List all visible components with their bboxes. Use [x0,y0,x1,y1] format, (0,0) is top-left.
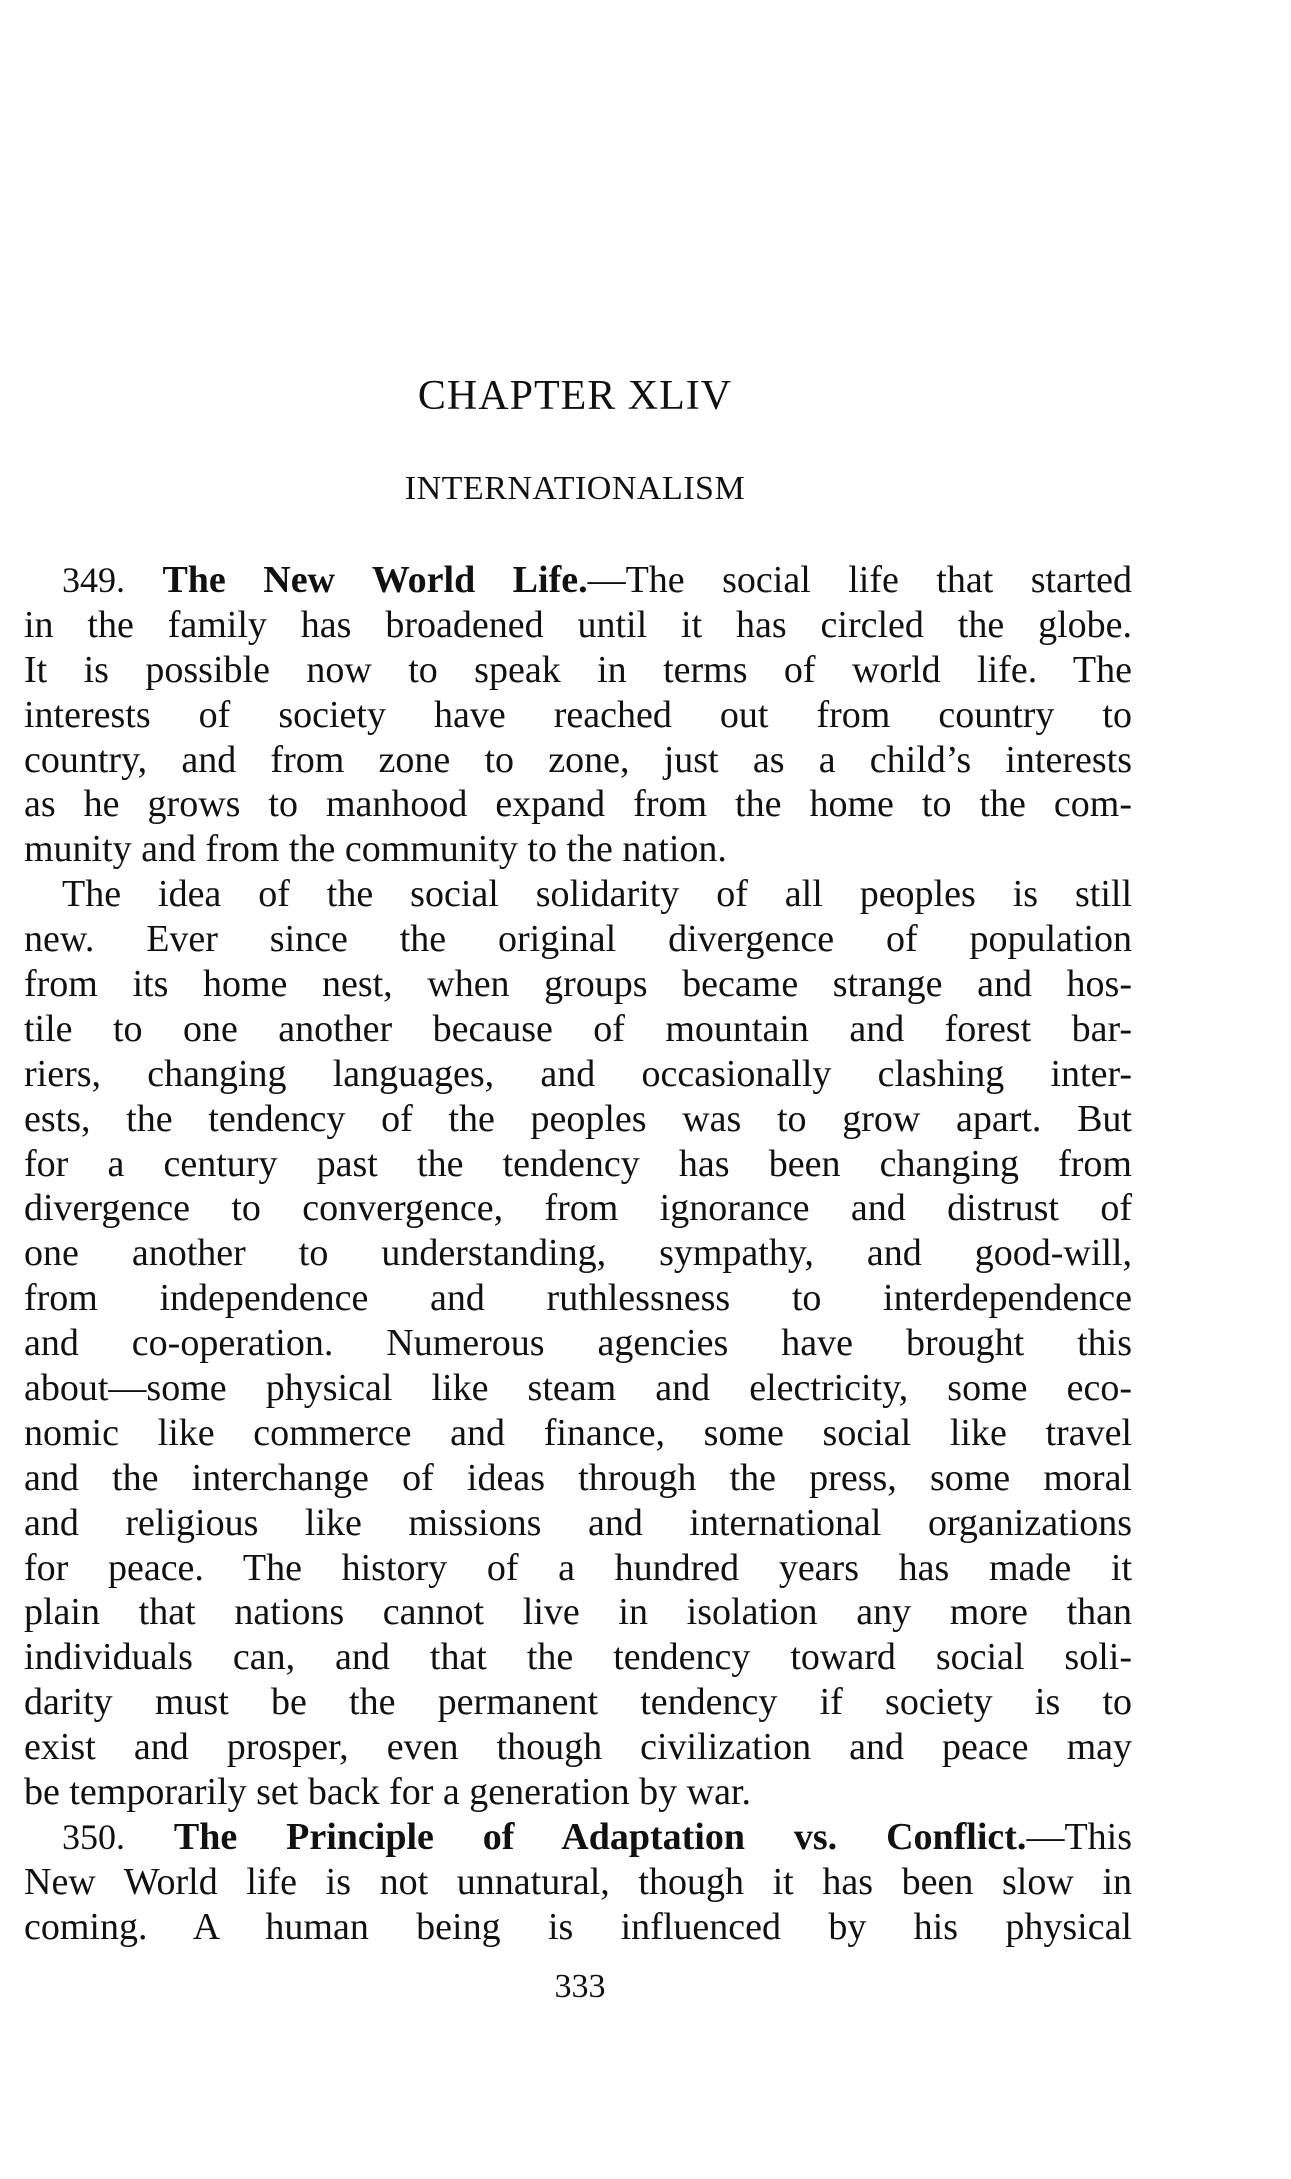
text-line: country, and from zone to zone, just as a child’s interests [24,738,1132,781]
text-line: tile to one another because of mountain and forest bar- [24,1007,1132,1050]
paragraph-number: 350. [62,1816,125,1857]
text-line: riers, changing languages, and occasionally clashing inter- [24,1052,1132,1095]
text-line: exist and prosper, even though civilization and peace may [24,1726,1132,1769]
text-line: as he grows to manhood expand from the home to the com- [24,783,1132,826]
text-line: and religious like missions and international organizations [24,1501,1132,1544]
text-line: The social life that started [625,559,1133,601]
page-number: 333 [554,1968,606,2005]
text-line: munity and from the community to the nation. [24,828,727,871]
text-line: plain that nations cannot live in isolation any more than [24,1591,1132,1634]
chapter-title: CHAPTER XLIV [417,373,733,419]
text-line: from independence and ruthlessness to interdependence [24,1277,1132,1320]
text-line: This [1064,1815,1132,1858]
text-line: darity must be the permanent tendency if society is to [24,1681,1132,1724]
text-line: for peace. The history of a hundred years has made it [24,1546,1132,1589]
text-line: new. Ever since the original divergence of population [24,918,1132,961]
section-heading: The New World Life. [162,559,588,601]
section-heading-line [24,558,1132,603]
chapter-subtitle: INTERNATIONALISM [404,470,746,507]
text-line: nomic like commerce and finance, some social like travel [24,1411,1132,1454]
text-line: individuals can, and that the tendency toward social soli- [24,1636,1132,1679]
paragraph-number: 349. [62,560,125,600]
text-line: from its home nest, when groups became strange and hos- [24,963,1132,1006]
text-line: It is possible now to speak in terms of world life. The [24,648,1132,691]
text-line: New World life is not unnatural, though it has been slow in [24,1860,1132,1903]
body-text [24,558,1132,1950]
text-line: in the family has broadened until it has circled the globe. [24,603,1132,646]
text-line: interests of society have reached out from country to [24,693,1132,736]
text-line: about—some physical like steam and electricity, some eco- [24,1367,1132,1410]
text-line: for a century past the tendency has been changing from [24,1142,1132,1185]
text-line: and the interchange of ideas through the press, some moral [24,1456,1132,1499]
text-line: and co-operation. Numerous agencies have brought this [24,1322,1132,1365]
text-line: one another to understanding, sympathy, and good-will, [24,1232,1132,1275]
section-heading-line [24,1815,1132,1860]
em-dash: — [1026,1815,1065,1858]
text-line: divergence to convergence, from ignorance and distrust of [24,1187,1132,1230]
em-dash: — [587,559,626,601]
text-line: coming. A human being is influenced by his physical [24,1905,1132,1948]
section-heading: The Principle of Adaptation vs. Conflict. [173,1815,1027,1858]
text-line: The idea of the social solidarity of all peoples is still [62,873,1132,916]
text-line: be temporarily set back for a generation by war. [24,1771,751,1814]
text-line: ests, the tendency of the peoples was to grow apart. But [24,1097,1132,1140]
